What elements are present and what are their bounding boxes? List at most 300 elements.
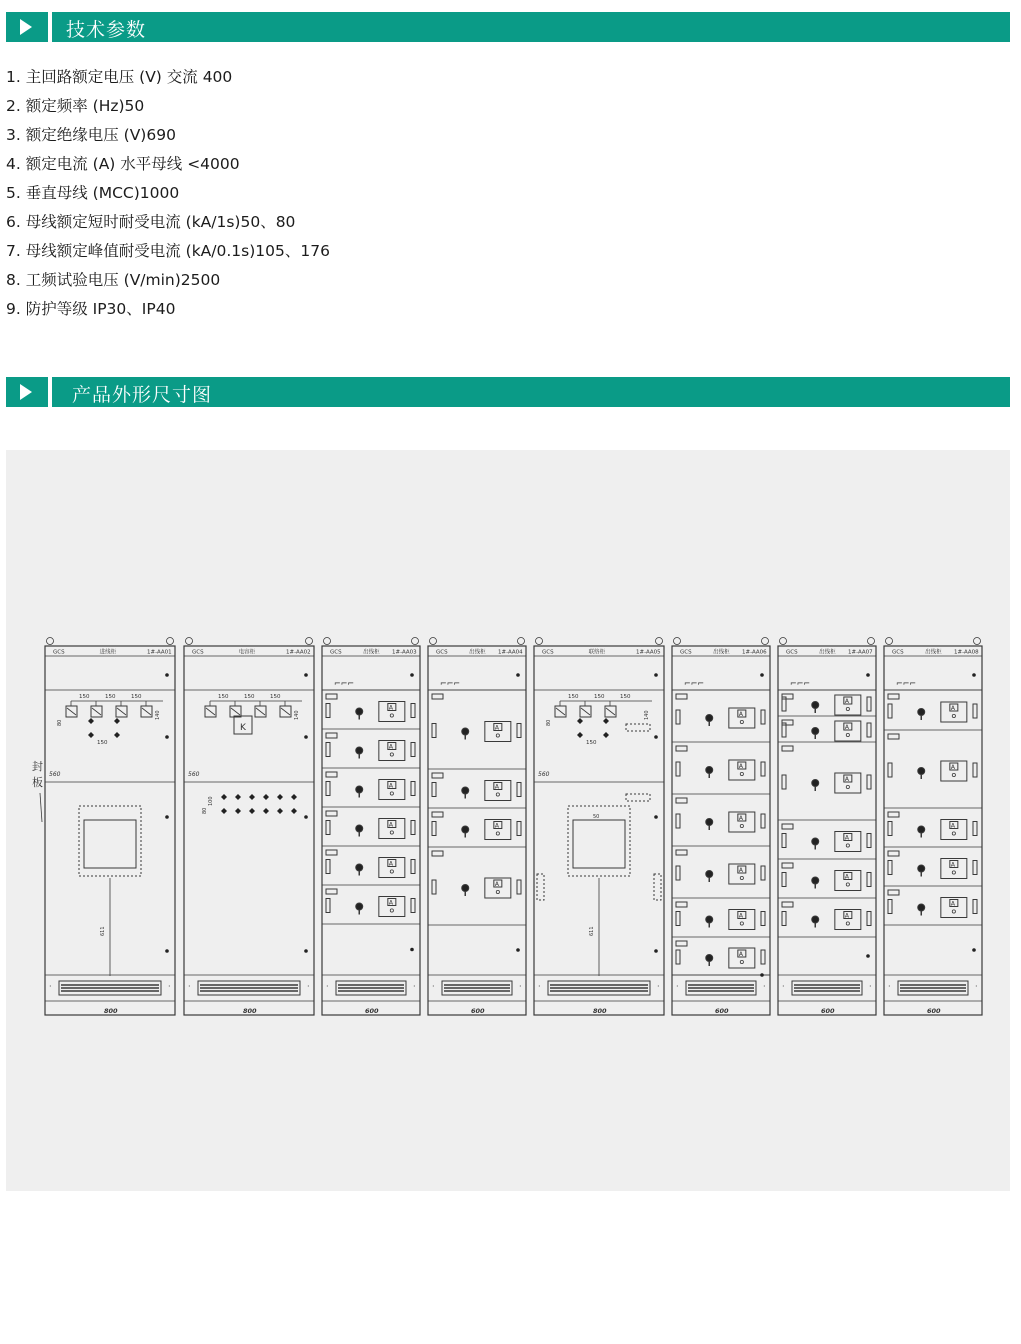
- side-label-char: 板: [32, 776, 43, 789]
- ammeter-label: A: [494, 783, 499, 791]
- drawer-knob: [812, 877, 819, 884]
- meter-dot: [390, 909, 393, 912]
- drawer-indicator: [411, 743, 415, 757]
- base-dot: ·: [869, 982, 872, 991]
- drawer-indicator: [867, 912, 871, 926]
- contact-diamond: [114, 732, 120, 738]
- cabinet-width-label: 600: [715, 1007, 729, 1015]
- lifting-eye: [780, 638, 787, 645]
- drawer-tag: [676, 902, 687, 907]
- cabinet-1#-AA07: [778, 638, 876, 1016]
- drawer-knob: [706, 715, 713, 722]
- contact-diamond: [114, 718, 120, 724]
- drawer-knob: [812, 916, 819, 923]
- breaker-window: [573, 820, 625, 868]
- drawer-tag: [326, 811, 337, 816]
- contact-diamond: [277, 794, 283, 800]
- cabinet-id: 1#-AA08: [954, 649, 979, 656]
- drawer-indicator: [676, 912, 680, 926]
- dim-label: 140: [155, 710, 161, 720]
- ammeter-label: A: [388, 860, 393, 868]
- switch-blade: [142, 708, 151, 715]
- ammeter-label: A: [950, 822, 955, 830]
- side-label-char: 封: [32, 760, 43, 773]
- param-item: 9. 防护等级 IP30、IP40: [6, 300, 176, 318]
- drawer-tag: [432, 851, 443, 856]
- contact-diamond: [291, 808, 297, 814]
- ammeter-label: A: [494, 881, 499, 888]
- drawer-knob: [918, 768, 925, 775]
- drawer-knob: [356, 903, 363, 910]
- door-lock: [165, 735, 169, 739]
- cabinet-name: 进线柜: [99, 649, 117, 656]
- cabinet-name: 出线柜: [363, 649, 380, 656]
- meter-dot: [846, 922, 849, 925]
- door-lock: [654, 735, 658, 739]
- ammeter-label: A: [388, 782, 393, 790]
- contact-diamond: [235, 808, 241, 814]
- cabinet-width-label: 800: [243, 1007, 257, 1015]
- drawer-indicator: [676, 866, 680, 880]
- lifting-eye: [167, 638, 174, 645]
- dashed-box: [626, 724, 650, 731]
- door-lock: [165, 673, 169, 677]
- drawer-tag: [326, 694, 337, 699]
- cabinet-id: 1#-AA03: [392, 649, 417, 656]
- dim-label: 140: [294, 710, 300, 720]
- drawer-indicator: [973, 763, 977, 777]
- section-title: 技术参数: [66, 19, 147, 41]
- base-dot: ·: [432, 982, 435, 991]
- dim-label: 50: [593, 814, 600, 820]
- contact-diamond: [277, 808, 283, 814]
- meter-dot: [952, 832, 955, 835]
- drawer-knob: [356, 825, 363, 832]
- drawer-indicator: [761, 710, 765, 724]
- drawer-indicator: [867, 775, 871, 789]
- drawer-indicator: [432, 880, 436, 894]
- drawer-tag: [432, 694, 443, 699]
- cabinet-code: GCS: [192, 649, 204, 656]
- ammeter-label: A: [950, 861, 955, 869]
- drawer-knob: [706, 916, 713, 923]
- ammeter-label: A: [738, 951, 743, 958]
- drawer-indicator: [888, 900, 892, 914]
- drawer-indicator: [676, 762, 680, 776]
- drawer-indicator: [782, 912, 786, 926]
- cabinet-code: GCS: [53, 649, 65, 656]
- ammeter-label: A: [738, 867, 743, 874]
- contact-diamond: [249, 808, 255, 814]
- drawer-tag: [676, 746, 687, 751]
- height-label: 560: [188, 771, 200, 778]
- drawer-indicator: [517, 822, 521, 836]
- dim-label: 150: [131, 694, 142, 700]
- dim-label: 140: [644, 710, 650, 720]
- cabinet-width-label: 600: [821, 1007, 835, 1015]
- base-dot: ·: [888, 982, 891, 991]
- switch-blade: [117, 708, 126, 715]
- contact-diamond: [263, 808, 269, 814]
- drawer-indicator: [888, 861, 892, 875]
- section-title: 产品外形尺寸图: [72, 384, 213, 406]
- tech-params-list: [6, 64, 330, 325]
- dim-label: 100: [208, 796, 214, 806]
- drawer-tag: [676, 941, 687, 946]
- lifting-eye: [518, 638, 525, 645]
- drawer-knob: [918, 904, 925, 911]
- meter-dot: [740, 772, 743, 775]
- side-label-leader: [40, 793, 42, 822]
- drawer-indicator: [888, 704, 892, 718]
- drawer-indicator: [973, 704, 977, 718]
- lifting-eye: [536, 638, 543, 645]
- meter-dot: [846, 707, 849, 710]
- dim-label: 80: [57, 719, 63, 726]
- lifting-eye: [186, 638, 193, 645]
- cabinet-width-label: 600: [471, 1007, 485, 1015]
- drawer-tag: [782, 902, 793, 907]
- drawer-knob: [462, 826, 469, 833]
- drawer-indicator: [761, 814, 765, 828]
- meter-dot: [952, 714, 955, 717]
- drawer-indicator: [973, 900, 977, 914]
- drawer-indicator: [517, 724, 521, 738]
- meter-dot: [390, 792, 393, 795]
- meter-dot: [496, 890, 499, 893]
- drawer-indicator: [326, 782, 330, 796]
- cabinet-name: 出线柜: [469, 649, 486, 656]
- base-dot: ·: [413, 982, 416, 991]
- meter-dot: [390, 714, 393, 717]
- drawer-indicator: [761, 762, 765, 776]
- door-lock: [304, 815, 308, 819]
- drawer-indicator: [676, 950, 680, 964]
- ammeter-label: A: [738, 711, 743, 718]
- drawer-indicator: [326, 704, 330, 718]
- drawer-knob: [812, 838, 819, 845]
- drawer-indicator: [411, 860, 415, 874]
- ammeter-label: A: [844, 912, 849, 920]
- capacitor-mark: K: [240, 723, 246, 733]
- door-lock: [304, 735, 308, 739]
- dim-label: 150: [97, 740, 108, 746]
- base-dot: ·: [782, 982, 785, 991]
- drawer-indicator: [761, 866, 765, 880]
- door-lock: [866, 673, 870, 677]
- drawer-knob: [462, 728, 469, 735]
- drawer-tag: [432, 773, 443, 778]
- cabinet-width-label: 800: [104, 1007, 118, 1015]
- lifting-eye: [656, 638, 663, 645]
- param-item: 3. 额定绝缘电压 (V)690: [6, 126, 176, 144]
- meter-dot: [740, 720, 743, 723]
- drawer-knob: [706, 767, 713, 774]
- door-lock: [654, 949, 658, 953]
- door-lock: [304, 949, 308, 953]
- contact-diamond: [291, 794, 297, 800]
- cabinet-id: 1#-AA05: [636, 649, 661, 656]
- drawer-tag: [676, 694, 687, 699]
- section-title-bar: [52, 377, 1010, 407]
- door-lock: [304, 673, 308, 677]
- drawer-indicator: [867, 697, 871, 711]
- drawer-indicator: [326, 743, 330, 757]
- dim-label: 80: [202, 807, 208, 814]
- dim-label: 150: [218, 694, 229, 700]
- switch-blade: [67, 708, 76, 715]
- meter-dot: [496, 832, 499, 835]
- lifting-eye: [306, 638, 313, 645]
- door-lock: [866, 954, 870, 958]
- meter-dot: [740, 824, 743, 827]
- door-lock: [410, 948, 414, 952]
- meter-dot: [740, 876, 743, 879]
- door-lock: [516, 948, 520, 952]
- meter-dot: [496, 734, 499, 737]
- param-item: 1. 主回路额定电压 (V) 交流 400: [6, 68, 233, 86]
- busbar-mark: ⌐⌐⌐: [440, 679, 461, 688]
- ammeter-label: A: [844, 724, 849, 731]
- cabinet-name: 出线柜: [819, 649, 836, 656]
- cabinet-1#-AA01: [45, 638, 175, 1016]
- drawer-knob: [812, 702, 819, 709]
- base-dot: ·: [657, 982, 660, 991]
- door-lock: [165, 949, 169, 953]
- contact-diamond: [221, 794, 227, 800]
- drawer-indicator: [411, 899, 415, 913]
- base-dot: ·: [307, 982, 310, 991]
- cabinet-1#-AA08: [884, 638, 982, 1016]
- drawer-knob: [356, 786, 363, 793]
- busbar-mark: ⌐⌐⌐: [334, 679, 355, 688]
- cabinet-1#-AA05: [534, 638, 664, 1016]
- switch-blade: [281, 708, 290, 715]
- drawer-knob: [812, 728, 819, 735]
- drawer-indicator: [432, 724, 436, 738]
- dim-label: 611: [589, 926, 595, 936]
- contact-diamond: [235, 794, 241, 800]
- cabinet-1#-AA03: [322, 638, 420, 1016]
- switch-blade: [206, 708, 215, 715]
- param-item: 5. 垂直母线 (MCC)1000: [6, 184, 180, 202]
- dashed-box: [626, 794, 650, 801]
- cabinet-1#-AA02: [184, 638, 314, 1016]
- drawer-indicator: [676, 710, 680, 724]
- busbar-mark: ⌐⌐⌐: [896, 679, 917, 688]
- drawer-indicator: [782, 873, 786, 887]
- meter-dot: [496, 793, 499, 796]
- drawer-indicator: [411, 704, 415, 718]
- contact-diamond: [577, 732, 583, 738]
- ammeter-label: A: [844, 776, 849, 783]
- drawer-indicator: [761, 912, 765, 926]
- door-lock: [654, 815, 658, 819]
- base-dot: ·: [676, 982, 679, 991]
- play-arrow-icon: [6, 12, 48, 42]
- dim-label: 150: [586, 740, 597, 746]
- drawer-knob: [462, 885, 469, 892]
- meter-dot: [846, 733, 849, 736]
- ammeter-label: A: [388, 704, 393, 712]
- drawer-tag: [888, 694, 899, 699]
- contact-diamond: [88, 732, 94, 738]
- switch-blade: [606, 708, 615, 715]
- meter-dot: [846, 844, 849, 847]
- base-dot: ·: [763, 982, 766, 991]
- ammeter-label: A: [738, 763, 743, 770]
- ammeter-label: A: [950, 705, 955, 712]
- param-item: 6. 母线额定短时耐受电流 (kA/1s)50、80: [6, 213, 296, 231]
- cabinet-id: 1#-AA04: [498, 649, 523, 656]
- drawer-indicator: [867, 873, 871, 887]
- drawer-tag: [326, 733, 337, 738]
- cabinet-1#-AA06: [672, 638, 770, 1016]
- drawer-tag: [326, 850, 337, 855]
- ammeter-label: A: [388, 899, 393, 907]
- drawer-indicator: [517, 783, 521, 797]
- param-item: 8. 工频试验电压 (V/min)2500: [6, 271, 221, 289]
- base-dot: ·: [975, 982, 978, 991]
- cabinet-id: 1#-AA06: [742, 649, 767, 656]
- dim-label: 150: [244, 694, 255, 700]
- base-dot: ·: [326, 982, 329, 991]
- drawer-tag: [782, 746, 793, 751]
- cabinet-id: 1#-AA01: [147, 649, 172, 656]
- param-item: 2. 额定频率 (Hz)50: [6, 97, 145, 115]
- drawer-knob: [706, 955, 713, 962]
- cabinet-name: 联络柜: [588, 649, 606, 656]
- breaker-window-outline: [79, 806, 141, 876]
- drawer-indicator: [867, 723, 871, 737]
- drawer-indicator: [432, 783, 436, 797]
- drawer-tag: [888, 734, 899, 739]
- dim-label: 150: [270, 694, 281, 700]
- lifting-eye: [324, 638, 331, 645]
- cabinet-name: 电容柜: [238, 649, 256, 656]
- contact-diamond: [577, 718, 583, 724]
- drawer-tag: [782, 824, 793, 829]
- drawer-indicator: [782, 834, 786, 848]
- door-lock: [760, 973, 764, 977]
- drawer-tag: [676, 798, 687, 803]
- cabinet-id: 1#-AA07: [848, 649, 873, 656]
- switch-blade: [92, 708, 101, 715]
- contact-diamond: [249, 794, 255, 800]
- cabinet-code: GCS: [786, 649, 798, 656]
- meter-dot: [952, 871, 955, 874]
- drawer-indicator: [411, 782, 415, 796]
- drawer-indicator: [761, 950, 765, 964]
- door-lock: [972, 948, 976, 952]
- drawer-indicator: [973, 861, 977, 875]
- busbar-mark: ⌐⌐⌐: [790, 679, 811, 688]
- drawer-tag: [888, 812, 899, 817]
- param-item: 4. 额定电流 (A) 水平母线 <4000: [6, 155, 240, 173]
- cabinet-code: GCS: [542, 649, 554, 656]
- meter-dot: [846, 785, 849, 788]
- meter-dot: [390, 870, 393, 873]
- contact-diamond: [88, 718, 94, 724]
- lifting-eye: [886, 638, 893, 645]
- drawer-indicator: [782, 775, 786, 789]
- dim-label: 150: [105, 694, 116, 700]
- meter-dot: [740, 960, 743, 963]
- ammeter-label: A: [950, 900, 955, 908]
- switch-blade: [581, 708, 590, 715]
- cabinet-1#-AA04: [428, 638, 526, 1016]
- section-header-dimensions: [6, 377, 1010, 407]
- ammeter-label: A: [844, 873, 849, 881]
- base-dot: ·: [49, 982, 52, 991]
- lifting-eye: [762, 638, 769, 645]
- drawer-tag: [782, 863, 793, 868]
- dim-label: 611: [100, 926, 106, 936]
- door-lock: [654, 673, 658, 677]
- drawer-indicator: [973, 822, 977, 836]
- drawer-indicator: [432, 822, 436, 836]
- cabinet-width-label: 600: [365, 1007, 379, 1015]
- meter-dot: [952, 773, 955, 776]
- lifting-eye: [674, 638, 681, 645]
- drawer-knob: [706, 819, 713, 826]
- ammeter-label: A: [388, 821, 393, 829]
- drawer-indicator: [326, 821, 330, 835]
- section-header-tech-params: [6, 12, 1010, 42]
- drawer-indicator: [326, 899, 330, 913]
- meter-dot: [390, 831, 393, 834]
- drawer-tag: [326, 772, 337, 777]
- drawer-tag: [432, 812, 443, 817]
- drawer-indicator: [517, 880, 521, 894]
- drawer-knob: [918, 826, 925, 833]
- dim-label: 150: [568, 694, 579, 700]
- door-lock: [516, 673, 520, 677]
- ammeter-label: A: [738, 912, 743, 920]
- drawer-indicator: [411, 821, 415, 835]
- cabinet-width-label: 600: [927, 1007, 941, 1015]
- contact-diamond: [221, 808, 227, 814]
- ammeter-label: A: [844, 834, 849, 842]
- drawer-tag: [676, 850, 687, 855]
- cabinet-code: GCS: [892, 649, 904, 656]
- param-item: 7. 母线额定峰值耐受电流 (kA/0.1s)105、176: [6, 242, 330, 260]
- drawer-knob: [812, 780, 819, 787]
- busbar-mark: ⌐⌐⌐: [684, 679, 705, 688]
- drawer-indicator: [867, 834, 871, 848]
- drawer-tag: [888, 851, 899, 856]
- lifting-eye: [47, 638, 54, 645]
- base-dot: ·: [168, 982, 171, 991]
- drawer-knob: [462, 787, 469, 794]
- dim-label: 150: [620, 694, 631, 700]
- cabinet-code: GCS: [436, 649, 448, 656]
- contact-diamond: [263, 794, 269, 800]
- meter-dot: [846, 883, 849, 886]
- ammeter-label: A: [494, 724, 499, 732]
- lifting-eye: [868, 638, 875, 645]
- door-lock: [972, 673, 976, 677]
- drawer-knob: [918, 709, 925, 716]
- dim-label: 80: [546, 719, 552, 726]
- ammeter-label: A: [844, 698, 849, 705]
- cabinet-elevation-drawing: [6, 450, 1010, 1191]
- meter-dot: [740, 922, 743, 925]
- drawer-knob: [706, 871, 713, 878]
- drawer-knob: [918, 865, 925, 872]
- cabinet-name: 出线柜: [713, 649, 730, 656]
- cabinet-width-label: 800: [593, 1007, 607, 1015]
